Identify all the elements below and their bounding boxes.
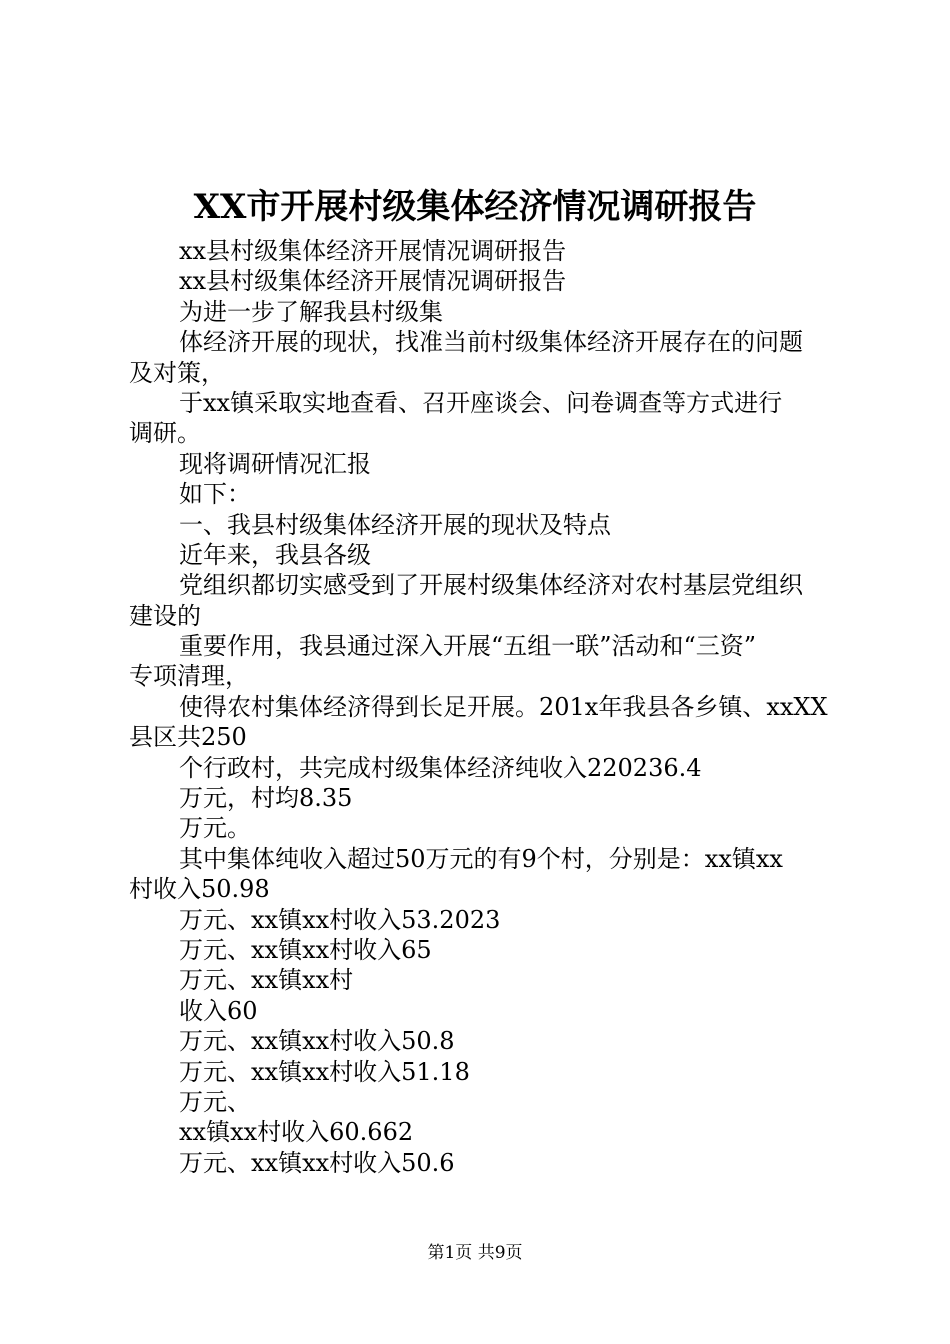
body-line: 万元、	[179, 1087, 251, 1116]
body-line: 重要作用，我县通过深入开展“五组一联”活动和“三资”	[179, 632, 757, 661]
body-line: xx县村级集体经济开展情况调研报告	[179, 237, 567, 265]
body-line: 万元、xx镇xx村收入50.6	[179, 1148, 455, 1177]
body-line: 其中集体纯收入超过50万元的有9个村，分别是：xx镇xx	[179, 844, 783, 873]
page-footer: 第1页 共9页	[427, 1243, 523, 1263]
body-line: 及对策，	[129, 358, 225, 387]
body-line: 万元。	[179, 814, 251, 843]
body-line: 一、我县村级集体经济开展的现状及特点	[179, 510, 611, 539]
body-line: 万元、xx镇xx村收入53.2023	[179, 905, 501, 934]
document-title: XX市开展村级集体经济情况调研报告	[193, 187, 757, 227]
body-line: 建设的	[129, 601, 201, 630]
body-line: 个行政村，共完成村级集体经济纯收入220236.4	[179, 753, 702, 782]
body-line: 万元、xx镇xx村收入50.8	[179, 1027, 455, 1056]
body-line: 为进一步了解我县村级集	[179, 297, 443, 326]
body-line: 县区共250	[129, 723, 247, 752]
document-body	[129, 236, 839, 1178]
body-line: 调研。	[129, 419, 201, 448]
body-line: 现将调研情况汇报	[179, 449, 371, 478]
body-line: 万元、xx镇xx村	[179, 966, 354, 995]
body-line: 党组织都切实感受到了开展村级集体经济对农村基层党组织	[179, 571, 803, 600]
body-line: 万元、xx镇xx村收入65	[179, 935, 432, 964]
body-line: 万元，村均8.35	[179, 784, 353, 813]
body-line: xx镇xx村收入60.662	[179, 1118, 414, 1147]
body-line: xx县村级集体经济开展情况调研报告	[179, 267, 567, 296]
body-line: 村收入50.98	[129, 875, 270, 904]
body-line: 专项清理，	[129, 662, 249, 691]
body-line: 万元、xx镇xx村收入51.18	[179, 1057, 470, 1086]
body-line: 收入60	[179, 996, 258, 1025]
body-line: 如下：	[179, 480, 251, 509]
body-line: 使得农村集体经济得到长足开展。201x年我县各乡镇、xxXX	[179, 692, 828, 721]
body-line: 近年来，我县各级	[179, 540, 371, 569]
body-line: 于xx镇采取实地查看、召开座谈会、问卷调查等方式进行	[179, 388, 783, 417]
body-line: 体经济开展的现状，找准当前村级集体经济开展存在的问题	[179, 328, 803, 357]
